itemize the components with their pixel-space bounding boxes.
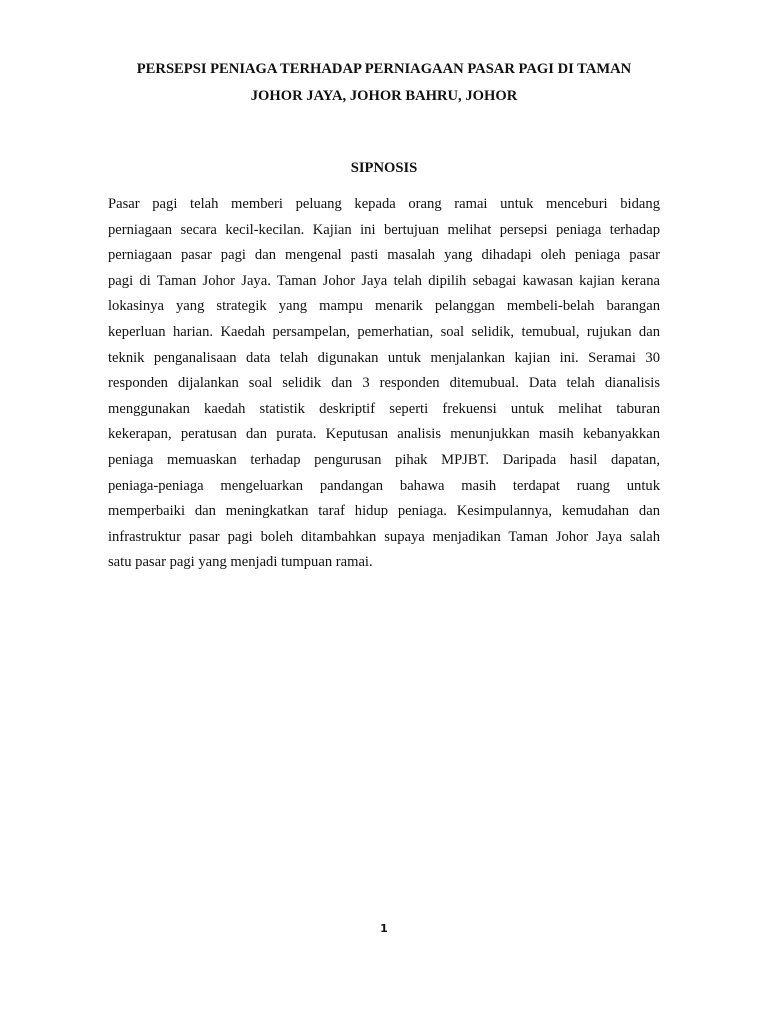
abstract-line: lokasinya yang strategik yang mampu menarik pelanggan membeli-belah barangan: [108, 298, 660, 315]
page-number: 1: [380, 922, 388, 935]
abstract-line: perniagaan pasar pagi dan mengenal pasti masalah yang dihadapi oleh peniaga pasar: [108, 247, 660, 264]
abstract-line: pagi di Taman Johor Jaya. Taman Johor Jaya telah dipilih sebagai kawasan kajian kerana: [108, 272, 660, 289]
section-heading: SIPNOSIS: [350, 160, 418, 176]
abstract-line: perniagaan secara kecil-kecilan. Kajian ini bertujuan melihat persepsi peniaga terhadap: [108, 221, 660, 238]
abstract-paragraph: [108, 192, 660, 576]
document-title-line: PERSEPSI PENIAGA TERHADAP PERNIAGAAN PASAR PAGI DI TAMAN: [136, 61, 632, 77]
abstract-line: peniaga-peniaga mengeluarkan pandangan bahawa masih terdapat ruang untuk: [108, 477, 660, 494]
document-title-line: JOHOR JAYA, JOHOR BAHRU, JOHOR: [250, 87, 518, 104]
abstract-line: memperbaiki dan meningkatkan taraf hidup peniaga. Kesimpulannya, kemudahan dan: [108, 503, 660, 520]
abstract-line: infrastruktur pasar pagi boleh ditambahkan supaya menjadikan Taman Johor Jaya salah: [108, 528, 660, 545]
document-title: [108, 56, 660, 109]
abstract-line: Pasar pagi telah memberi peluang kepada orang ramai untuk menceburi bidang: [108, 196, 660, 212]
abstract-line: menggunakan kaedah statistik deskriptif seperti frekuensi untuk melihat taburan: [108, 400, 660, 417]
abstract-line: peniaga memuaskan terhadap pengurusan pihak MPJBT. Daripada hasil dapatan,: [108, 451, 660, 468]
abstract-line: satu pasar pagi yang menjadi tumpuan ramai.: [108, 554, 373, 571]
abstract-line: keperluan harian. Kaedah persampelan, pemerhatian, soal selidik, temubual, rujukan dan: [108, 323, 660, 340]
abstract-line: kekerapan, peratusan dan purata. Keputusan analisis menunjukkan masih kebanyakkan: [108, 426, 660, 443]
abstract-line: teknik penganalisaan data telah digunakan untuk menjalankan kajian ini. Seramai 30: [108, 349, 660, 366]
abstract-line: responden dijalankan soal selidik dan 3 responden ditemubual. Data telah dianalisis: [108, 375, 660, 392]
